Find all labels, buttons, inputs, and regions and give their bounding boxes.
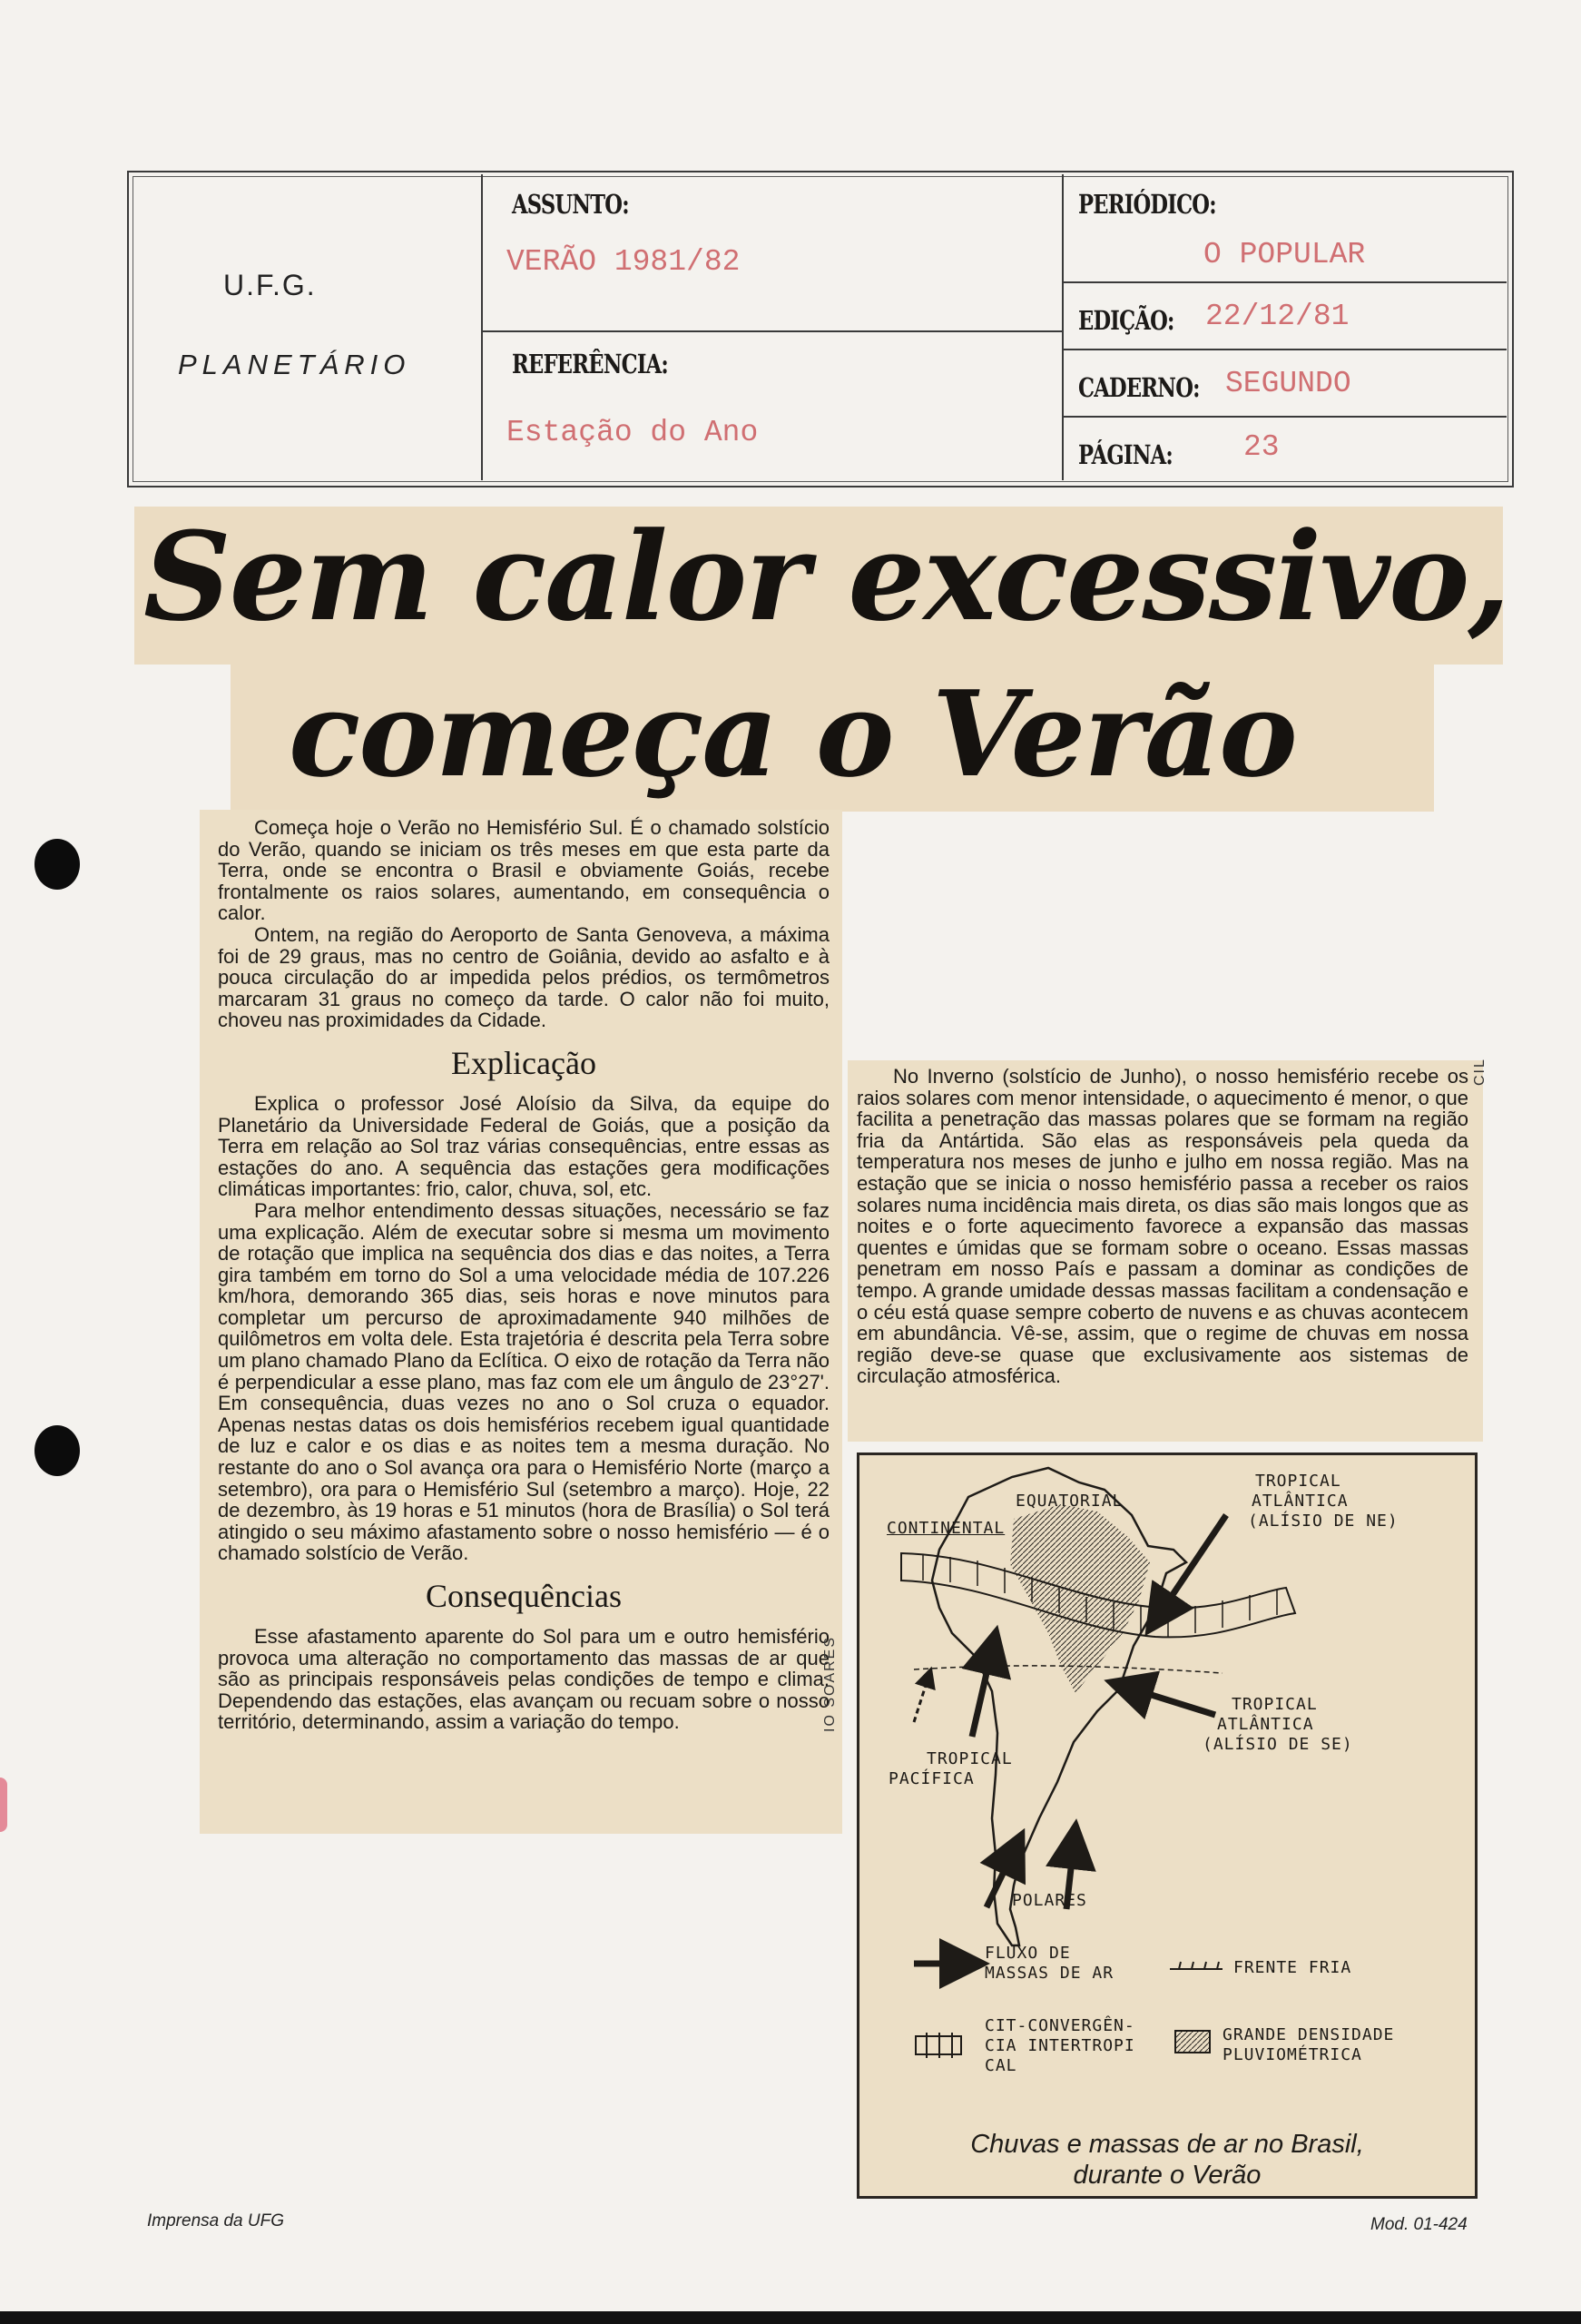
edicao-label: EDIÇÃO: (1078, 305, 1174, 336)
arrow-se (1128, 1688, 1215, 1715)
form-divider-h2 (1064, 281, 1507, 283)
footer-left: Imprensa da UFG (147, 2211, 284, 2230)
map-label-tropical-se-3: (ALÍSIO DE SE) (1203, 1735, 1353, 1754)
article-right-column (848, 1060, 1483, 1442)
map-label-continental: CONTINENTAL (887, 1519, 1006, 1538)
pagina-label: PÁGINA: (1078, 439, 1173, 470)
map-caption-line-2: durante o Verão (1073, 2161, 1262, 2190)
referencia-label: REFERÊNCIA: (512, 349, 668, 379)
map-figure (857, 1452, 1478, 2199)
legend-density-icon (1175, 2031, 1210, 2053)
periodico-value: O POPULAR (1203, 238, 1366, 271)
dept-name: PLANETÁRIO (178, 349, 411, 380)
map-label-tropical-ne-2: ATLÂNTICA (1252, 1492, 1349, 1511)
map-label-polares: POLARES (1012, 1891, 1087, 1910)
form-divider-h3 (1064, 349, 1507, 350)
form-divider-h1 (483, 330, 1062, 332)
map-label-tropical-se-1: TROPICAL (1232, 1695, 1318, 1714)
caderno-value: SEGUNDO (1225, 367, 1351, 400)
edicao-value: 22/12/81 (1205, 300, 1350, 333)
punch-hole-top (34, 839, 80, 890)
headline-line-2: começa o Verão (289, 665, 1296, 803)
map-caption-line-1: Chuvas e massas de ar no Brasil, (970, 2130, 1364, 2159)
arrow-ne (1159, 1515, 1226, 1615)
punch-hole-bottom (34, 1425, 80, 1476)
legend-front-label: FRENTE FRIA (1233, 1958, 1352, 1977)
legend-density-label-1: GRANDE DENSIDADE (1223, 2025, 1395, 2044)
legend-itcz-label-3: CAL (985, 2056, 1017, 2075)
intro-paragraph-2: Ontem, na região do Aeroporto de Santa Genoveva, a máxima foi de 29 graus, mas no centro de Goiânia, devido ao asfalto e à pouca circulação do ar impedida pelos prédios, os termômetros marcaram 31 graus no começo da tarde. O calor não foi muito, choveu nas proximidades da Cidade. (218, 922, 830, 1032)
assunto-label: ASSUNTO: (512, 189, 629, 220)
map-caption (859, 2129, 1475, 2191)
arrow-polar-1 (987, 1851, 1014, 1907)
map-label-tropical-se-2: ATLÂNTICA (1217, 1715, 1314, 1734)
referencia-value: Estação do Ano (506, 416, 759, 449)
photo-credit-left: IO SOARES (822, 1635, 838, 1732)
article-left-column (200, 810, 842, 1834)
arrow-pacific (972, 1649, 992, 1737)
form-divider-2 (1062, 174, 1064, 480)
consequencias-paragraph: Esse afastamento aparente do Sol para um e outro hemisfério provoca uma alteração no comportamento das massas de ar que são as principais responsáveis pelas condições de tempo e clima. Dependendo das estações, elas avançam ou recuam sobre o nosso território, determinando, assim a variação do tempo. (218, 1625, 830, 1734)
scan-bottom-edge (0, 2311, 1581, 2324)
headline-line-1: Sem calor excessivo, (143, 505, 1509, 648)
subheading-explicacao: Explicação (451, 1044, 596, 1081)
legend-front-icon (1170, 1962, 1223, 1969)
legend-flow-label-2: MASSAS DE AR (985, 1964, 1115, 1983)
legend-density-label-2: PLUVIOMÉTRICA (1223, 2045, 1362, 2064)
map-label-tropical-ne-1: TROPICAL (1255, 1472, 1341, 1491)
footer-right: Mod. 01-424 (1370, 2215, 1468, 2234)
photo-credit-right: CIL (1472, 1058, 1488, 1086)
periodico-label: PERIÓDICO: (1078, 189, 1216, 220)
map-label-tropical-pacific-1: TROPICAL (927, 1749, 1013, 1768)
explicacao-paragraph-1: Explica o professor José Aloísio da Silva, da equipe do Planetário da Universidade Federal de Goiás, que a posição da Terra em relação ao Sol traz várias consequências, entre essas as estações do ano. A sequência das estações gera modificações climáticas importantes: frio, calor, chuva, sol, etc. (218, 1091, 830, 1201)
explicacao-paragraph-2: Para melhor entendimento dessas situações, necessário se faz uma explicação. Além de executar sobre si mesma um movimento de rotação que implica na sequência dos dias e das noites, a Terra gira também em torno do Sol a uma velocidade média de 107.226 km/hora, demorando 365 dias, seis horas e nove minutos para completar um percurso de aproximadamente 940 milhões de quilômetros em volta dele. Esta trajetória é descrita pela Terra sobre um plano chamado Plano da Eclítica. O eixo de rotação da Terra não é perpendicular a esse plano, mas faz com ele um ângulo de 23°27'. Em consequência, duas vezes no ano o Sol cruza o equador. Apenas nestas datas os dois hemisférios recebem igual quantidade de luz e calor e os dias e as noites tem a mesma duração. No restante do ano o Sol avança ora para o Hemisfério Norte (março a setembro), ora para o Hemisfério Sul (setembro a março). Hoje, 22 de dezembro, às 19 horas e 51 minutos (hora de Brasília) o Sol terá atingido o seu máximo afastamento sobre o nosso hemisfério — é o chamado solstício de Verão. (218, 1198, 830, 1565)
arrow-continental (914, 1677, 928, 1722)
legend-itcz-label-1: CIT-CONVERGÊN- (985, 2016, 1135, 2035)
rain-density-area (1010, 1504, 1150, 1693)
form-divider-h4 (1064, 416, 1507, 418)
legend-itcz-label-2: CIA INTERTROPI (985, 2036, 1135, 2055)
legend-flow-label-1: FLUXO DE (985, 1944, 1071, 1963)
map-label-equatorial: EQUATORIAL (1016, 1492, 1124, 1511)
edge-mark (0, 1777, 7, 1832)
subheading-consequencias: Consequências (426, 1578, 622, 1614)
assunto-value: VERÃO 1981/82 (506, 245, 741, 279)
map-label-tropical-ne-3: (ALÍSIO DE NE) (1248, 1512, 1399, 1531)
org-name: U.F.G. (223, 269, 317, 301)
caderno-label: CADERNO: (1078, 372, 1200, 403)
form-divider-1 (481, 174, 483, 480)
map-label-tropical-pacific-2: PACÍFICA (889, 1769, 975, 1788)
pagina-value: 23 (1243, 430, 1280, 464)
intro-paragraph-1: Começa hoje o Verão no Hemisfério Sul. É o chamado solstício do Verão, quando se iniciam os três meses em que esta parte da Terra, onde se encontra o Brasil e obviamente Goiás, recebe frontalmente os raios solares, aumentando, em consequência o calor. (218, 816, 830, 925)
right-paragraph: No Inverno (solstício de Junho), o nosso hemisfério recebe os raios solares com menor intensidade, o aquecimento é menor, o que facilita a penetração das massas polares que se formam na região fria da Antártida. São elas as responsáveis pela queda da temperatura nos meses de junho e julho em nossa região. Mas na estação que se inicia o nosso hemisfério passa a receber os raios solares numa incidência mais direta, os dias são mais longos que as noites e o forte aquecimento favorece a expansão das massas quentes e úmidas que se formam sobre o oceano. Essas massas penetram em nosso País e passam a dominar as condições de tempo. A grande umidade dessas massas facilitam a condensação e o céu está quase sempre coberto de nuvens e as chuvas acontecem em abundância. Vê-se, assim, que o regime de chuvas em nossa região deve-se quase que exclusivamente aos sistemas de circulação atmosférica. (857, 1065, 1468, 1388)
